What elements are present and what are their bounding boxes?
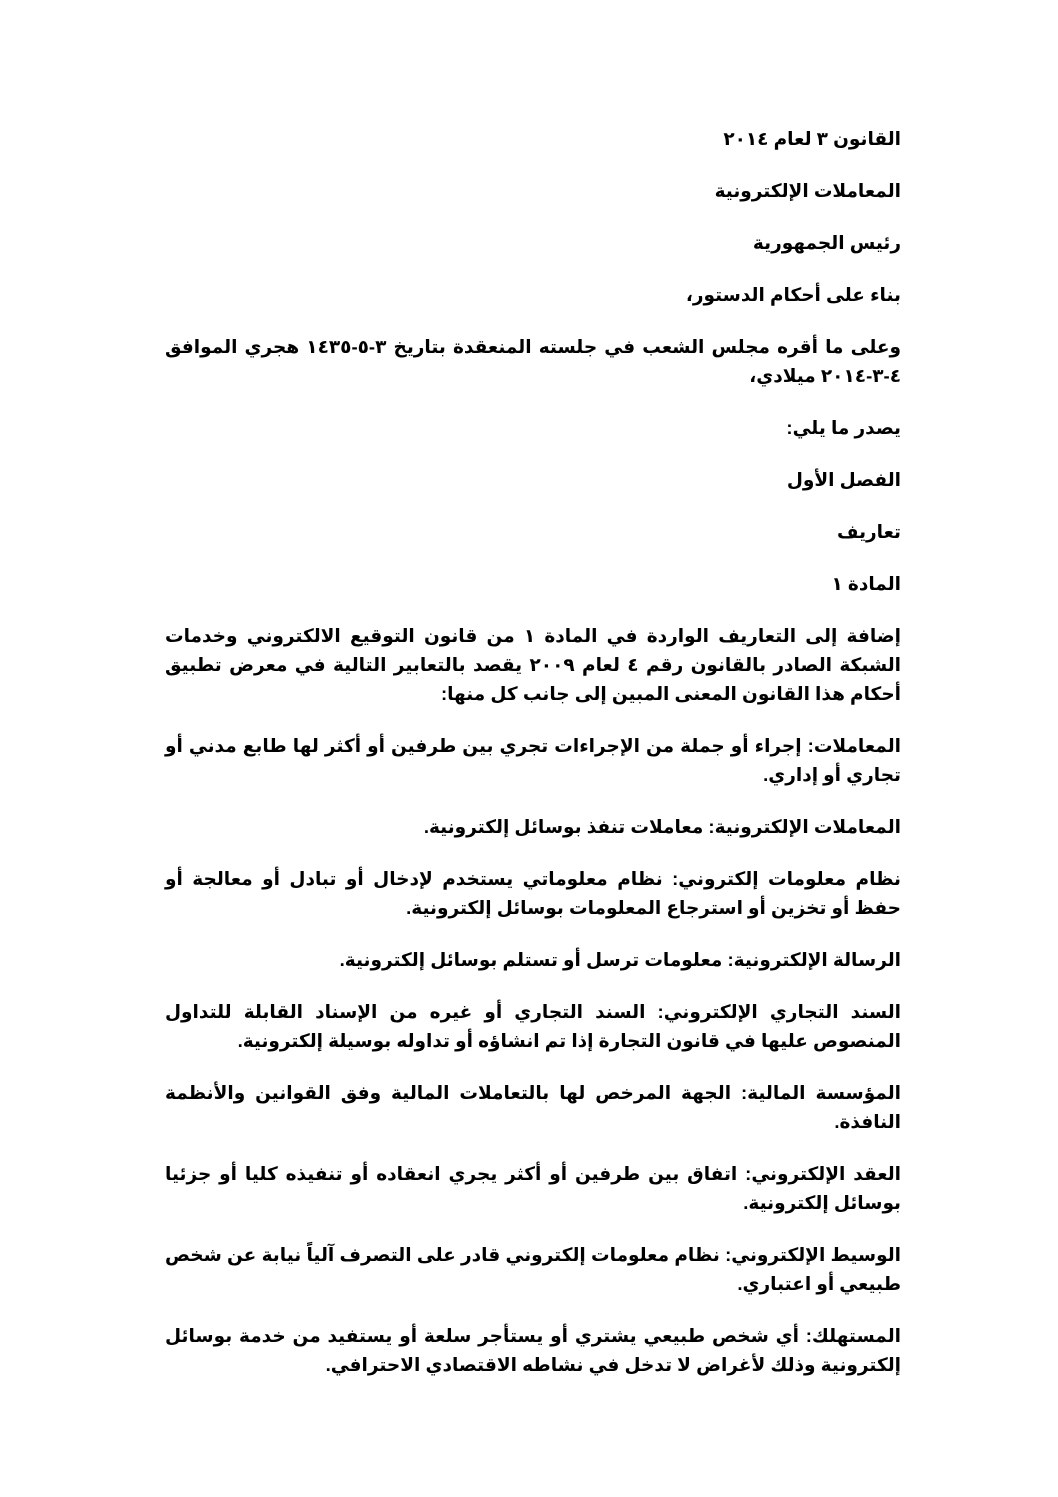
chapter-heading: الفصل الأول <box>786 469 901 490</box>
definition-information-system: نظام معلومات إلكتروني: نظام معلوماتي يستخدم لإدخال أو تبادل أو معالجة أو حفظ أو تخزين أو استرجاع المعلومات بوسائل إلكترونية. <box>165 868 901 918</box>
article-intro: إضافة إلى التعاريف الواردة في المادة ١ من قانون التوقيع الالكتروني وخدمات الشبكة الصادر بالقانون رقم ٤ لعام ٢٠٠٩ يقصد بالتعابير التالية في معرض تطبيق أحكام هذا القانون المعنى المبين إلى جانب كل منها: <box>165 625 901 704</box>
definition-financial-institution: المؤسسة المالية: الجهة المرخص لها بالتعاملات المالية وفق القوانين والأنظمة النافذة. <box>165 1082 901 1132</box>
law-title: القانون ٣ لعام ٢٠١٤ <box>723 128 901 149</box>
issuer-line: رئيس الجمهورية <box>752 232 901 253</box>
definition-consumer: المستهلك: أي شخص طبيعي يشتري أو يستأجر سلعة أو يستفيد من خدمة بوسائل إلكترونية وذلك لأغراض لا تدخل في نشاطه الاقتصادي الاحترافي. <box>165 1325 901 1375</box>
definition-transactions: المعاملات: إجراء أو جملة من الإجراءات تجري بين طرفين أو أكثر لها طابع مدني أو تجاري أو إداري. <box>165 735 901 785</box>
definition-electronic-contract: العقد الإلكتروني: اتفاق بين طرفين أو أكثر يجري انعقاده أو تنفيذه كليا أو جزئيا بوسائل إلكترونية. <box>165 1163 901 1213</box>
definition-electronic-agent: الوسيط الإلكتروني: نظام معلومات إلكتروني قادر على التصرف آلياً نيابة عن شخص طبيعي أو اعتباري. <box>165 1244 901 1294</box>
document-body <box>165 124 901 1379</box>
definition-electronic-transactions: المعاملات الإلكترونية: معاملات تنفذ بوسائل إلكترونية. <box>423 816 901 837</box>
preamble-parliament: وعلى ما أقره مجلس الشعب في جلسته المنعقدة بتاريخ ٣-٥-١٤٣٥ هجري الموافق ٤-٣-٢٠١٤ ميلادي، <box>165 336 902 386</box>
definition-electronic-message: الرسالة الإلكترونية: معلومات ترسل أو تستلم بوسائل إلكترونية. <box>339 949 901 970</box>
preamble-constitution: بناء على أحكام الدستور، <box>685 284 901 305</box>
article-heading: المادة ١ <box>831 573 901 594</box>
decree-line: يصدر ما يلي: <box>786 417 901 438</box>
law-subject: المعاملات الإلكترونية <box>714 180 901 201</box>
definition-commercial-instrument: السند التجاري الإلكتروني: السند التجاري أو غيره من الإسناد القابلة للتداول المنصوص عليها في قانون التجارة إذا تم انشاؤه أو تداوله بوسيلة إلكترونية. <box>165 1001 901 1051</box>
section-heading: تعاريف <box>837 521 901 542</box>
